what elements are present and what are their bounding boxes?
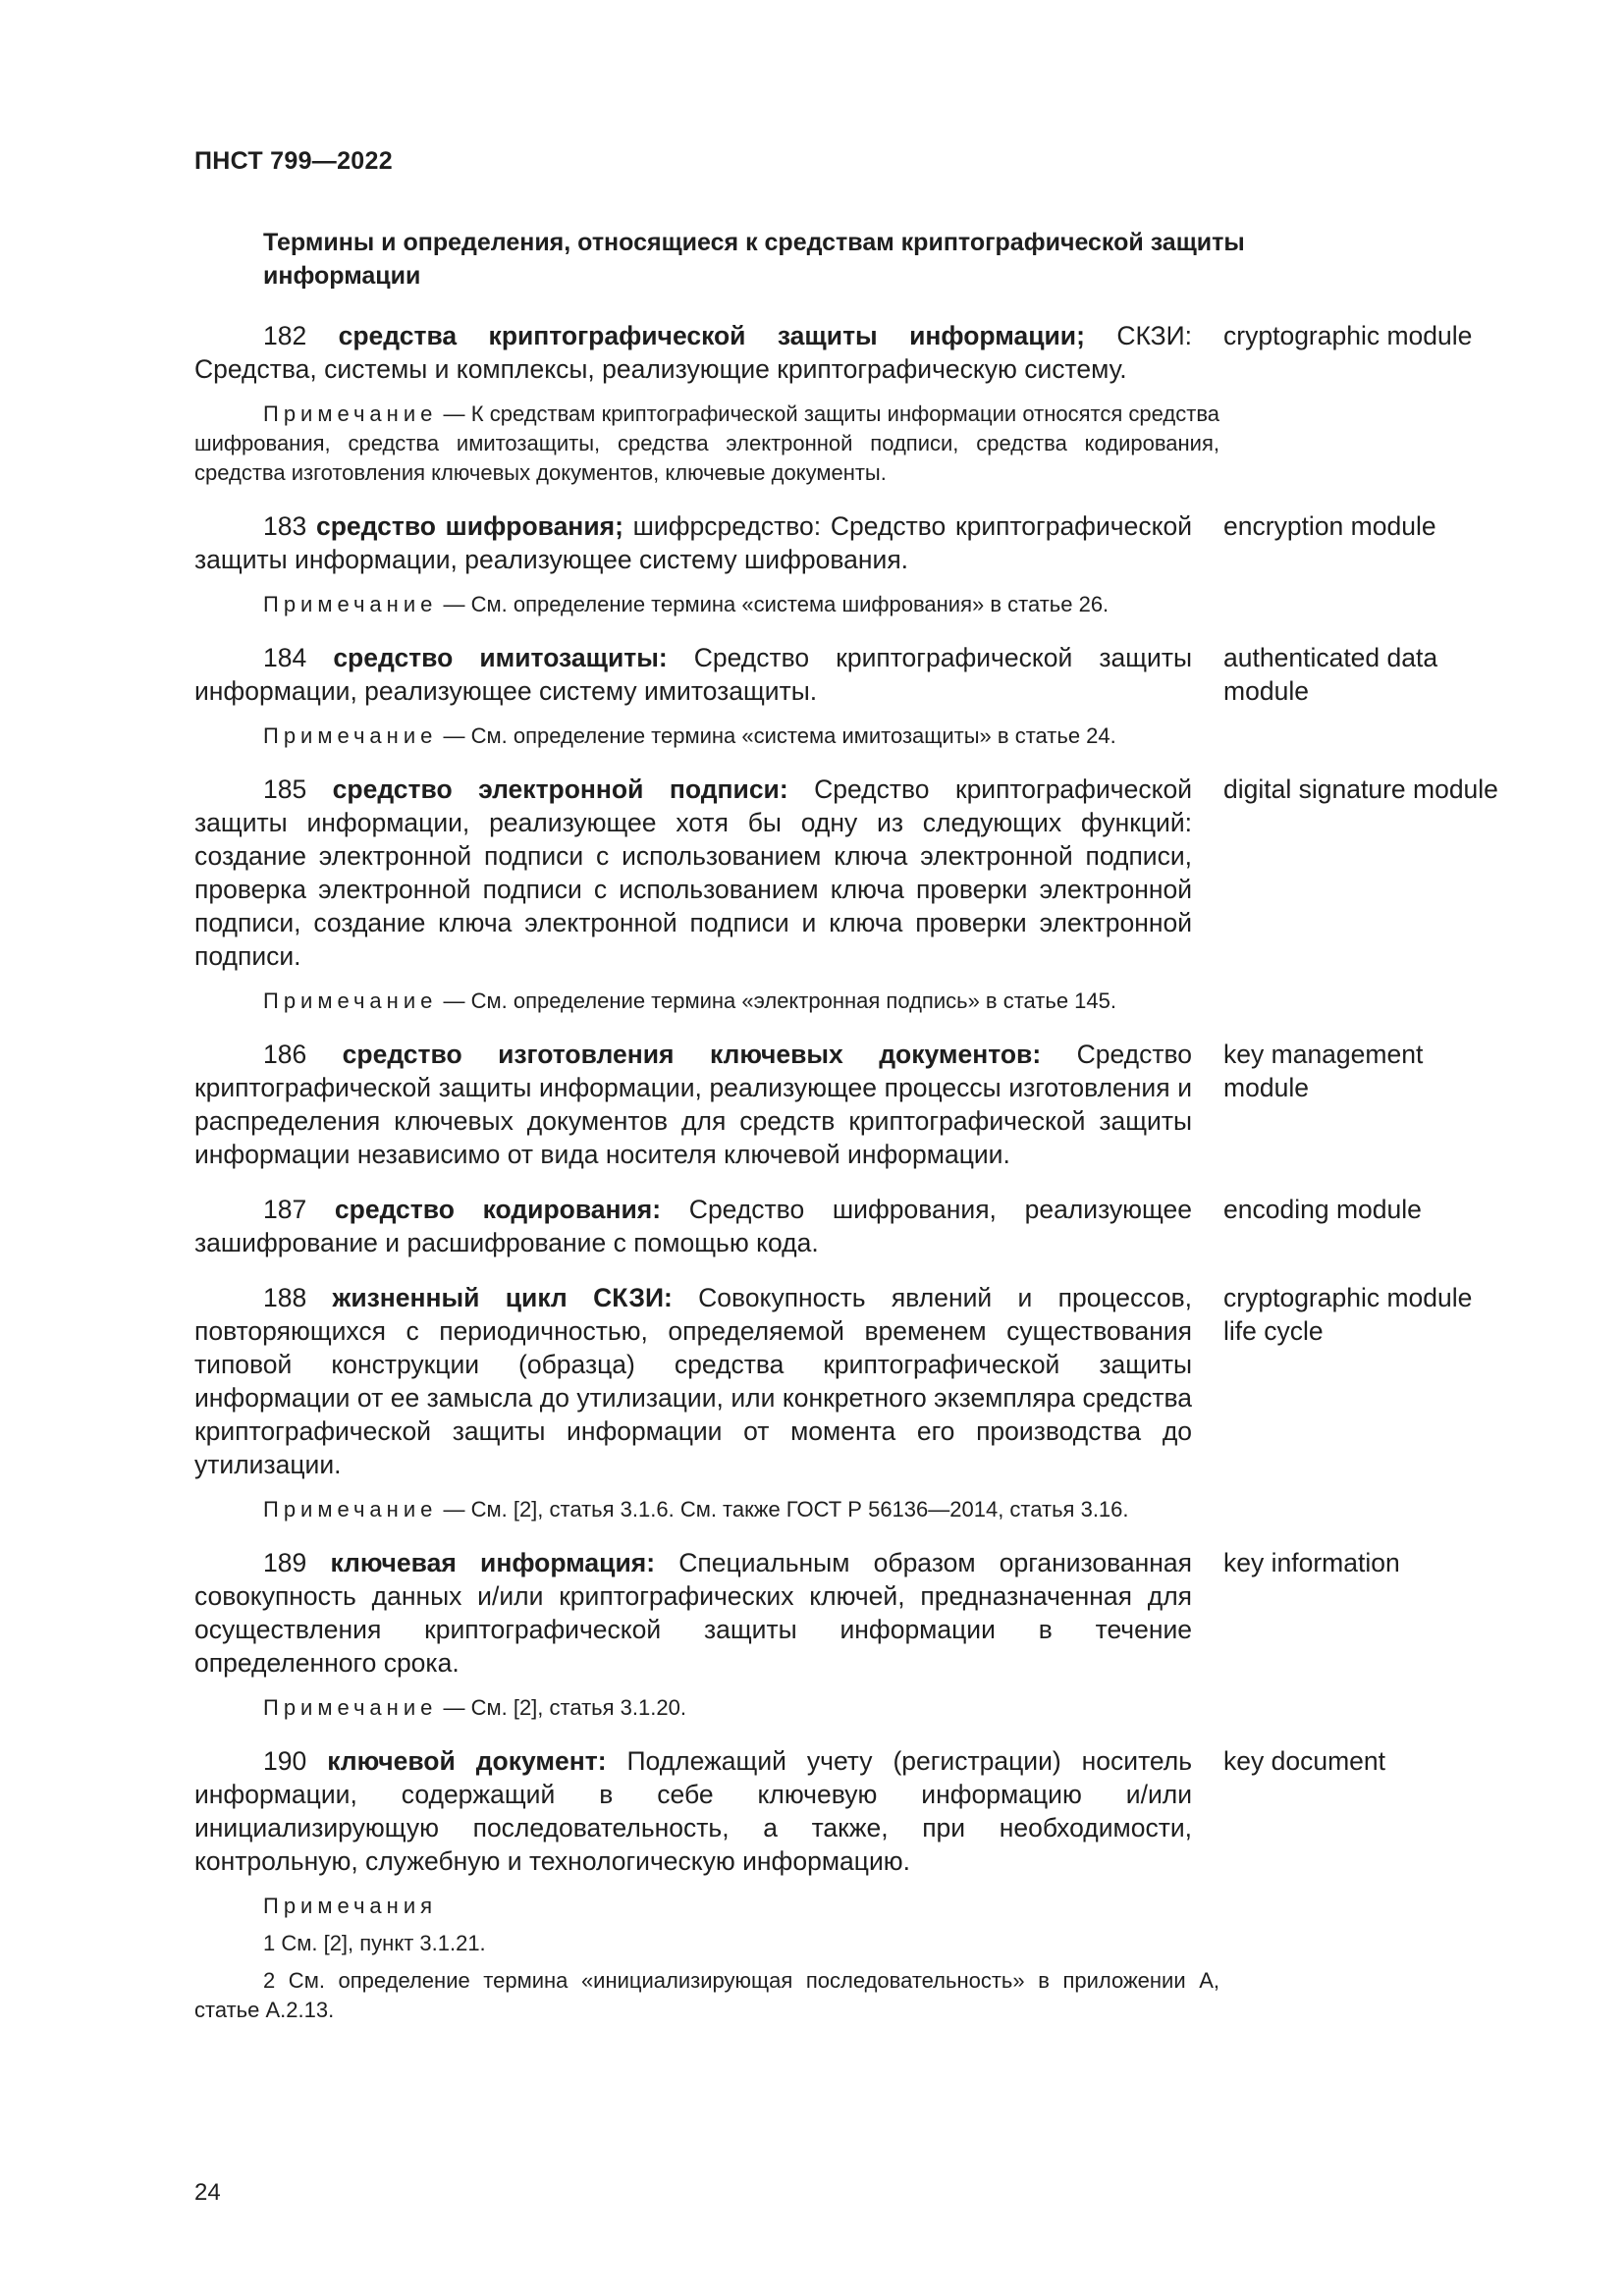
term-note: Примечание — См. [2], статья 3.1.6. См. также ГОСТ Р 56136—2014, статья 3.16.	[263, 1497, 1129, 1522]
term-english: key document	[1223, 1746, 1386, 1776]
term-name: ключевой документ:	[327, 1746, 607, 1776]
term-note: Примечание — См. определение термина «система имитозащиты» в статье 24.	[263, 723, 1116, 748]
term-definition: 187 средство кодирования: Средство шифрования, реализующее зашифрование и расшифрование с помощью кода.	[194, 1195, 1193, 1257]
term-english: encryption module	[1223, 511, 1436, 541]
term-definition: 183 средство шифрования; шифрсредство: Средство криптографической защиты информации, реализующее систему шифрования.	[194, 511, 1193, 574]
term-definition: 184 средство имитозащиты: Средство криптографической защиты информации, реализующее систему имитозащиты.	[194, 643, 1193, 706]
term-definition: 188 жизненный цикл СКЗИ: Совокупность явлений и процессов, повторяющихся с периодичностью, определяемой временем существования типовой конструкции (образца) средства криптографической защиты информации от ее замысла до утилизации, или конкретного экземпляра средства криптографической защиты информации от момента его производства до утилизации.	[194, 1283, 1193, 1479]
term-entry-187	[194, 1193, 1510, 1259]
term-definition: 190 ключевой документ: Подлежащий учету (регистрации) носитель информации, содержащий в себе ключевую информацию и/или инициализирующую последовательность, а также, при необходимости, контрольную, служебную и технологическую информацию.	[194, 1746, 1193, 1876]
term-note: Примечание — См. определение термина «электронная подпись» в статье 145.	[263, 988, 1117, 1013]
term-note-1: 1 См. [2], пункт 3.1.21.	[263, 1931, 486, 1955]
term-english: cryptographic module life cycle	[1223, 1283, 1473, 1346]
term-note: Примечание — См. определение термина «система шифрования» в статье 26.	[263, 592, 1110, 616]
page-number: 24	[194, 2179, 221, 2206]
term-name: жизненный цикл СКЗИ:	[332, 1283, 673, 1312]
term-name: ключевая информация:	[330, 1548, 656, 1577]
term-definition: 182 средства криптографической защиты информации; СКЗИ: Средства, системы и комплексы, реализующие криптографическую систему.	[194, 321, 1193, 384]
term-name: средство кодирования:	[334, 1195, 662, 1224]
term-name: средства криптографической защиты информации;	[338, 321, 1085, 350]
term-entry-185	[194, 773, 1510, 1016]
term-english: authenticated data module	[1223, 643, 1438, 706]
term-entry-190	[194, 1744, 1510, 2025]
term-entry-183	[194, 509, 1510, 619]
term-note-2: 2 См. определение термина «инициализирующая последовательность» в приложении А, статье А.2.13.	[194, 1968, 1219, 2022]
term-name: средство шифрования;	[315, 511, 623, 541]
term-name: средство электронной подписи:	[332, 774, 788, 804]
term-entry-189	[194, 1546, 1510, 1723]
notes-heading: Примечания	[263, 1894, 438, 1918]
term-english: key information	[1223, 1548, 1400, 1577]
term-note: Примечание — См. [2], статья 3.1.20.	[263, 1695, 686, 1720]
term-note: Примечание — К средствам криптографической защиты информации относятся средства шифрования, средства имитозащиты, средства электронной подписи, средства кодирования, средства изготовления ключевых документов, ключевые документы.	[194, 401, 1219, 485]
term-english: digital signature module	[1223, 774, 1498, 804]
term-definition: 186 средство изготовления ключевых документов: Средство криптографической защиты информации, реализующее процессы изготовления и распределения ключевых документов для средств криптографической защиты информации независимо от вида носителя ключевой информации.	[194, 1040, 1193, 1169]
term-name: средство изготовления ключевых документов:	[342, 1040, 1042, 1069]
term-english: key management module	[1223, 1040, 1424, 1102]
term-entry-186	[194, 1038, 1510, 1171]
term-english: encoding module	[1223, 1195, 1422, 1224]
document-header: ПНСТ 799—2022	[194, 147, 393, 175]
term-definition: 189 ключевая информация: Специальным образом организованная совокупность данных и/или криптографических ключей, предназначенная для осуществления криптографической защиты информации в течение определенного срока.	[194, 1548, 1193, 1678]
term-entry-182	[194, 319, 1510, 488]
terms-list	[194, 319, 1510, 2025]
term-definition: 185 средство электронной подписи: Средство криптографической защиты информации, реализующее хотя бы одну из следующих функций: создание электронной подписи с использованием ключа электронной подписи, проверка электронной подписи с использованием ключа проверки электронной подписи, создание ключа электронной подписи и ключа проверки электронной подписи.	[194, 774, 1193, 971]
term-english: cryptographic module	[1223, 321, 1473, 350]
term-entry-188	[194, 1281, 1510, 1524]
term-entry-184	[194, 641, 1510, 751]
term-name: средство имитозащиты:	[333, 643, 668, 672]
section-title: Термины и определения, относящиеся к средствам криптографической защиты информации	[263, 229, 1245, 290]
